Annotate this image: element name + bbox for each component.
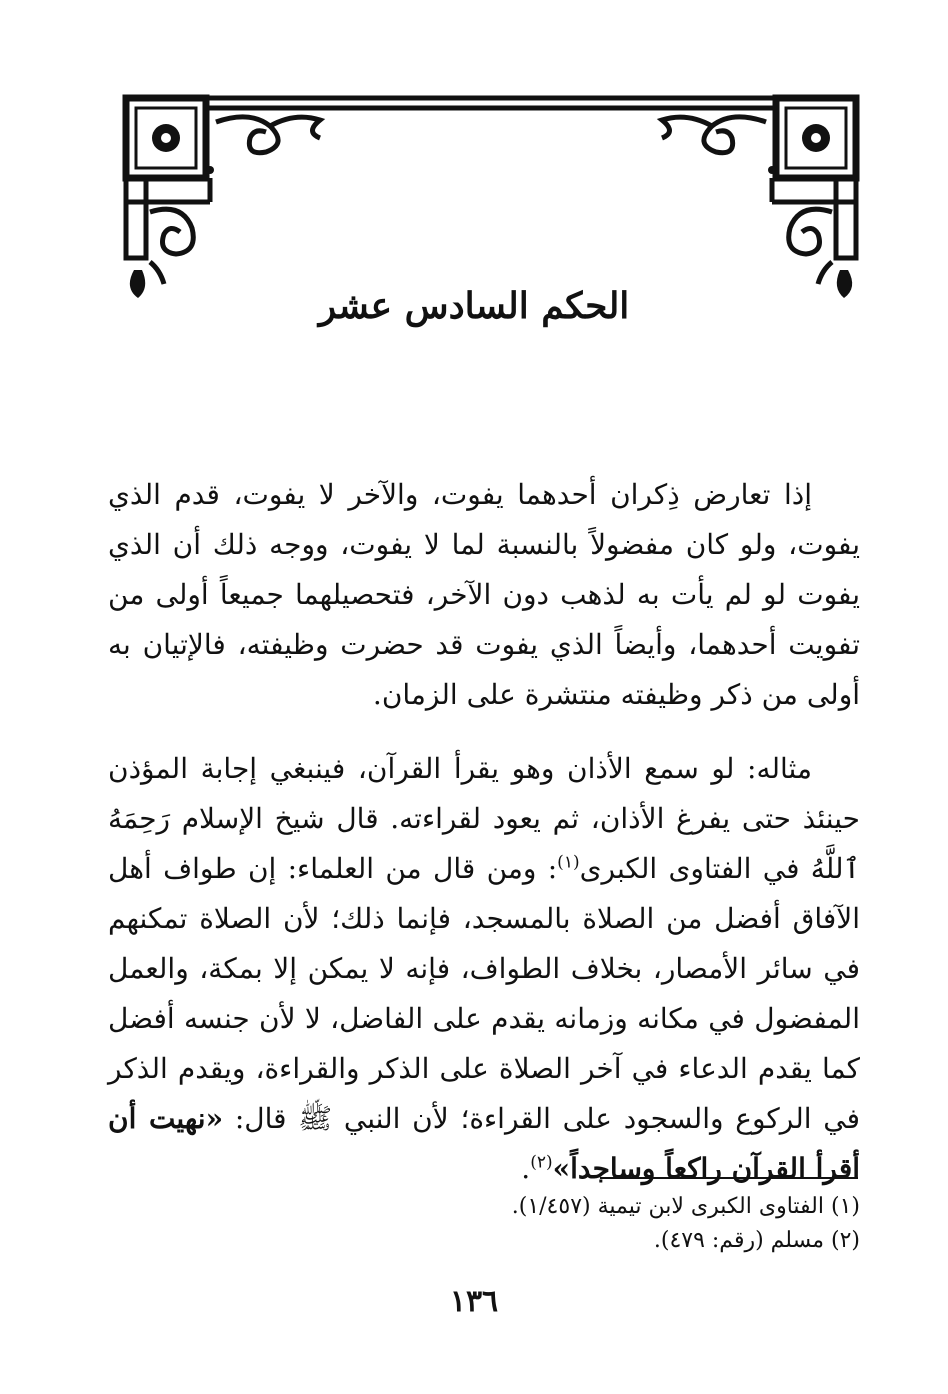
paragraph-1: إذا تعارض ذِكران أحدهما يفوت، والآخر لا يفوت، قدم الذي يفوت، ولو كان مفضولاً بالنسبة لما لا يفوت، ووجه ذلك أن الذي يفوت لو لم يأت به لذهب دون الآخر، فتحصيلهما جميعاً أولى من تفويت أحدهما، وأيضاً الذي يفوت قد حضرت وظيفته، فالإتيان به أولى من ذكر وظيفته منتشرة على الزمان.	[108, 478, 860, 711]
footnote-ref-1: (١)	[557, 852, 580, 873]
footnote-ref-2: (٢)	[530, 1152, 553, 1173]
footnote-2: (٢) مسلم (رقم: ٤٧٩).	[653, 1228, 860, 1253]
footnote-separator	[600, 1177, 858, 1179]
paragraph-2-part-b: : ومن قال من العلماء: إن طواف أهل الآفاق أفضل من الصلاة بالمسجد، فإنما ذلك؛ لأن الصلاة تمكنهم في سائر الأمصار، بخلاف الطواف، فإنه لا يمكن إلا بمكة، والعمل المفضول في مكانه وزمانه يقدم على الفاضل، لا لأن جنسه أفضل كما يقدم الدعاء في آخر الصلاة على الذكر والقراءة، ويقدم الذكر في الركوع والسجود على القراءة؛ لأن النبي ﷺ قال:	[108, 852, 860, 1135]
page-number: ١٣٦	[449, 1284, 499, 1319]
chapter-header-ornament	[120, 92, 862, 302]
body-text	[108, 470, 860, 1194]
hadith-quote: «نهيت أن أقرأ القرآن راكعاً وساجداً»	[108, 1102, 860, 1185]
footnotes	[108, 1190, 860, 1258]
paragraph-2	[108, 744, 860, 1194]
footnote-1: (١) الفتاوى الكبرى لابن تيمية (١/٤٥٧).	[511, 1194, 860, 1219]
paragraph-2-end: .	[521, 1152, 531, 1185]
paragraph-2-part-a: مثاله: لو سمع الأذان وهو يقرأ القرآن، فينبغي إجابة المؤذن حينئذ حتى يفرغ الأذان، ثم يعود لقراءته. قال شيخ الإسلام رَحِمَهُ ٱللَّهُ في الفتاوى الكبرى	[108, 752, 860, 885]
chapter-title: الحكم السادس عشر	[318, 285, 630, 327]
